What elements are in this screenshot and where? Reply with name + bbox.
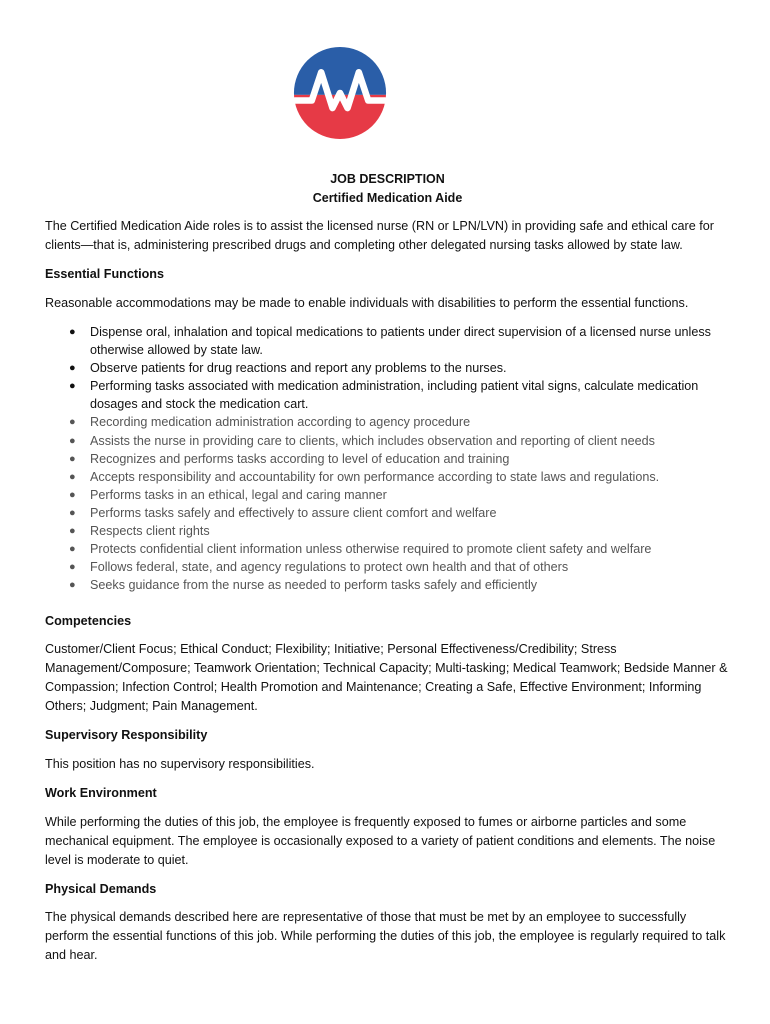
list-item: ● Observe patients for drug reactions and report any problems to the nurses.	[45, 359, 730, 377]
list-item: ● Recognizes and performs tasks according to level of education and training	[45, 450, 730, 468]
title-line-2: Certified Medication Aide	[312, 191, 463, 205]
bullet-icon: ●	[69, 470, 76, 483]
logo-top-half	[293, 46, 387, 95]
intro-paragraph: The Certified Medication Aide roles is to assist the licensed nurse (RN or LPN/LVN) in providing safe and ethical care for clients—that is, administering prescribed drugs and completing other delegated nursing tasks allowed by state law.	[45, 219, 714, 252]
heartbeat-logo-icon	[293, 46, 387, 140]
list-item: ● Assists the nurse in providing care to clients, which includes observation and reporting of client needs	[45, 432, 730, 450]
bullet-icon: ●	[69, 543, 76, 556]
list-item: ● Respects client rights	[45, 522, 730, 540]
list-item: ● Seeks guidance from the nurse as needed to perform tasks safely and efficiently	[45, 576, 730, 594]
bullet-icon: ●	[69, 579, 76, 592]
bullet-icon: ●	[69, 488, 76, 501]
supervisory-text: This position has no supervisory responsibilities.	[45, 757, 315, 771]
supervisory-heading: Supervisory Responsibility	[45, 728, 208, 742]
list-item: ● Performs tasks in an ethical, legal and caring manner	[45, 486, 730, 504]
competencies-heading: Competencies	[45, 614, 132, 628]
bullet-icon: ●	[69, 434, 76, 447]
bullet-icon: ●	[69, 506, 76, 519]
list-item: ● Performing tasks associated with medication administration, including patient vital signs, calculate medication dosages and stock the medication cart.	[69, 379, 699, 412]
list-item: ● Dispense oral, inhalation and topical medications to patients under direct supervision of a licensed nurse unless otherwise allowed by state law.	[69, 325, 711, 358]
bullet-icon: ●	[69, 525, 76, 538]
document-title	[45, 170, 730, 208]
bullet-icon: ●	[69, 362, 76, 375]
essential-list	[45, 323, 730, 594]
list-item: ● Protects confidential client information unless otherwise required to promote client safety and welfare	[45, 540, 730, 558]
competencies-text: Customer/Client Focus; Ethical Conduct; Flexibility; Initiative; Personal Effectiveness/Credibility; Stress Management/Composure; Teamwork Orientation; Technical Capacity; Multi-tasking; Medical Teamwork; Bedside Manner & Compassion; Infection Control; Health Promotion and Maintenance; Creating a Safe, Effective Environment; Informing Others; Judgment; Pain Management.	[45, 642, 728, 713]
essential-note: Reasonable accommodations may be made to enable individuals with disabilities to perform the essential functions.	[45, 296, 689, 310]
list-item: ● Performs tasks safely and effectively to assure client comfort and welfare	[45, 504, 730, 522]
work-environment-heading: Work Environment	[45, 786, 157, 800]
bullet-icon: ●	[69, 416, 76, 429]
physical-demands-text: The physical demands described here are representative of those that must be met by an employee to successfully perform the essential functions of this job. While performing the duties of this job, the employee is regularly required to talk and hear.	[45, 910, 726, 962]
list-item: ● Accepts responsibility and accountability for own performance according to state laws and regulations.	[45, 468, 730, 486]
bullet-icon: ●	[69, 561, 76, 574]
list-item: ● Follows federal, state, and agency regulations to protect own health and that of others	[45, 558, 730, 576]
bullet-icon: ●	[69, 380, 76, 393]
bullet-icon: ●	[69, 452, 76, 465]
bullet-icon: ●	[69, 326, 76, 338]
essential-heading: Essential Functions	[45, 267, 164, 281]
physical-demands-heading: Physical Demands	[45, 882, 157, 896]
list-item: ● Recording medication administration according to agency procedure	[45, 413, 730, 431]
title-line-1: JOB DESCRIPTION	[330, 172, 445, 186]
work-environment-text: While performing the duties of this job, the employee is frequently exposed to fumes or airborne particles and some mechanical equipment. The employee is occasionally exposed to a variety of patient conditions and elements. The noise level is moderate to quiet.	[45, 815, 716, 867]
